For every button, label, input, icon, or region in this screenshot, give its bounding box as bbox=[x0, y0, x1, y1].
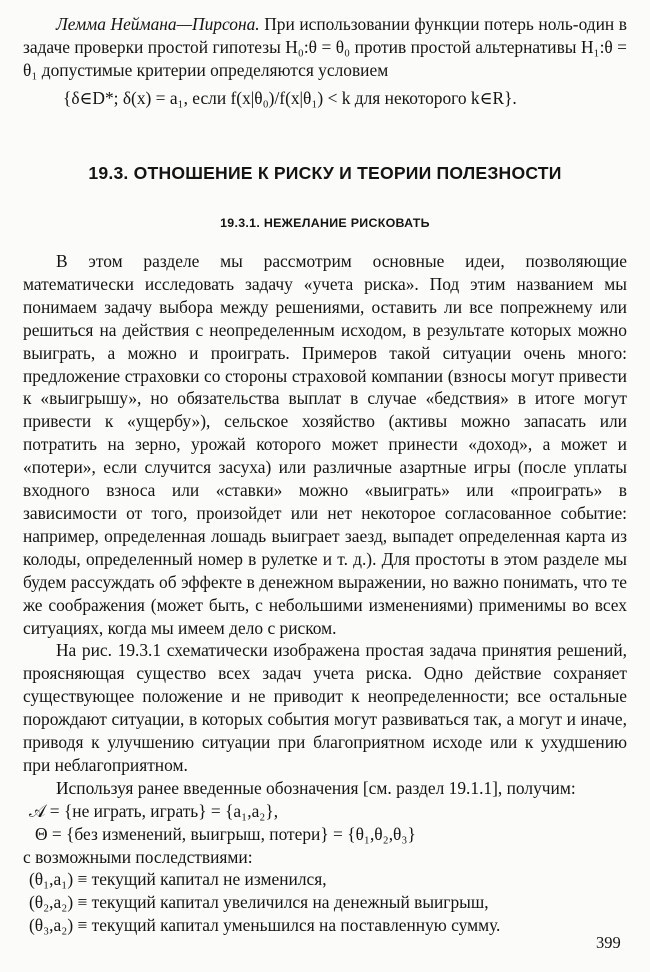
lemma-formula: {δ∈D*; δ(x) = a₁, если f(x|θ₀)/f(x|θ₁) < k для некоторого k∈R}. bbox=[63, 87, 517, 108]
lemma-text: При использовании функции потерь ноль-один в задаче проверки простой гипотезы H₀:θ = θ₀ против простой альтернативы H₁:θ = θ₁ допустимые критерии определяются условием bbox=[23, 14, 627, 80]
actions-equation: 𝒜 = {не играть, играть} = {a₁,a₂}, bbox=[29, 800, 279, 821]
paragraph-figure-description: На рис. 19.3.1 схематически изображена простая задача принятия решений, проясняющая существо всех задач учета риска. Одно действие сохраняет существующее положение и не приводит к неопределенности; все остальные порождают ситуации, в которых события могут развиваться так, а могут и иначе, приводя к улучшению ситуации при благоприятном исходе или к ухудшению при неблагоприятном. bbox=[23, 640, 627, 775]
consequences-intro: с возможными последствиями: bbox=[23, 846, 253, 867]
paragraph-risk-intro: В этом разделе мы рассмотрим основные идеи, позволяющие математически исследовать задачу «учета риска». Под этим названием мы понимаем задачу выбора между решениями, оставить ли все попрежнему или решиться на действия с неопределенным исходом, в результате которых можно выиграть, а можно и проиграть. Примеров такой ситуации очень много: предложение страховки со стороны страховой компании (взносы могут привести к «выигрышу», но обязательства выплат в случае «бедствия» в итоге могут привести к «ущербу»), сельское хозяйство (активы можно запасать или потратить на зерно, урожай которого может принести «доход», а может и «потери», если случится засуха) или различные азартные игры (после уплаты входного взноса или «ставки» можно «выиграть» или «проиграть» в зависимости от того, произойдет или нет некоторое согласованное событие: например, определенная лошадь выиграет заезд, выпадет определенная карта из колоды, определенный номер в рулетке и т. д.). Для простоты в этом разделе мы будем рассуждать об эффекте в денежном выражении, но важно понимать, что те же соображения (может быть, с небольшими изменениями) применимы во всех ситуациях, когда мы имеем дело с риском. bbox=[23, 251, 627, 638]
paragraph-notation: Используя ранее введенные обозначения [см. раздел 19.1.1], получим: bbox=[56, 777, 576, 798]
outcome-item: (θ₃,a₂) ≡ текущий капитал уменьшился на поставленную сумму. bbox=[29, 915, 501, 936]
section-heading: 19.3. ОТНОШЕНИЕ К РИСКУ И ТЕОРИИ ПОЛЕЗНОСТИ bbox=[88, 163, 562, 183]
outcome-item: (θ₂,a₂) ≡ текущий капитал увеличился на денежный выигрыш, bbox=[29, 892, 489, 913]
states-equation: Θ = {без изменений, выигрыш, потери} = {θ₁,θ₂,θ₃} bbox=[35, 823, 416, 844]
outcome-item: (θ₁,a₁) ≡ текущий капитал не изменился, bbox=[29, 869, 327, 890]
page-number: 399 bbox=[596, 933, 621, 952]
lemma-paragraph bbox=[23, 13, 627, 82]
subsection-heading: 19.3.1. НЕЖЕЛАНИЕ РИСКОВАТЬ bbox=[220, 216, 430, 230]
lemma-name: Лемма Неймана—Пирсона. bbox=[56, 14, 260, 34]
body-text bbox=[23, 250, 627, 937]
lemma-block bbox=[23, 13, 627, 110]
